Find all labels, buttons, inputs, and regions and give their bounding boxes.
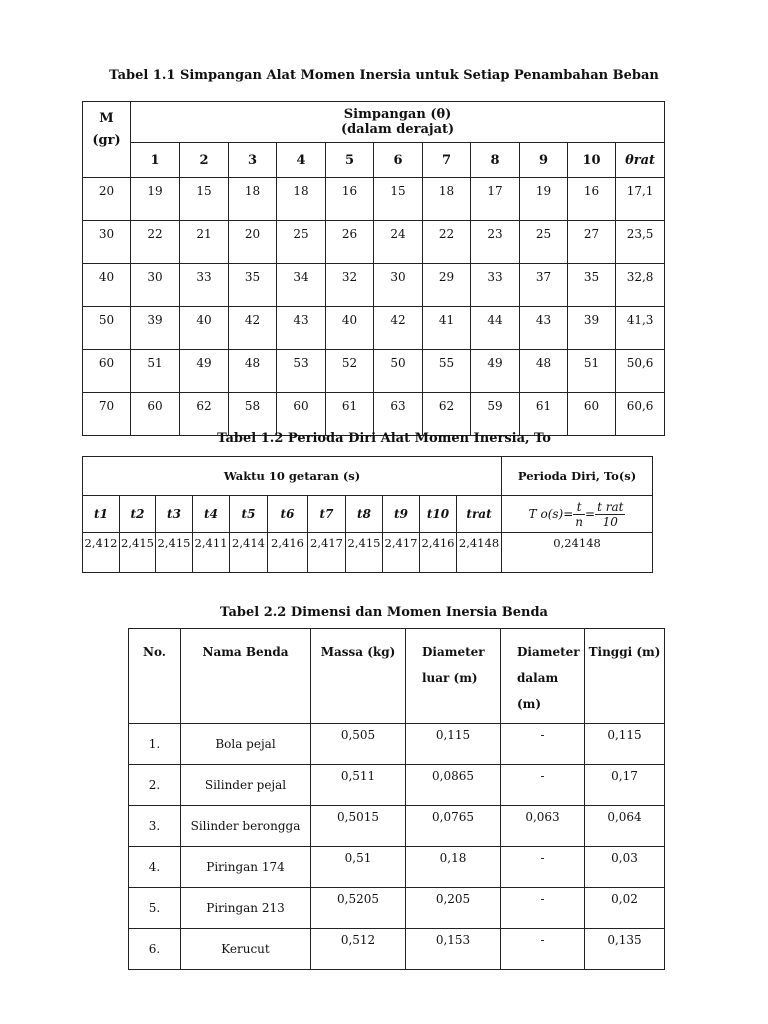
table-cell: 58 — [229, 393, 277, 436]
column-header: t1 — [83, 496, 120, 533]
table-cell: 2,416 — [420, 533, 457, 573]
column-header: t3 — [156, 496, 193, 533]
table-cell: - — [501, 724, 585, 765]
table-cell: 32 — [326, 264, 374, 307]
table-cell: 16 — [326, 178, 374, 221]
simpangan-header: Simpangan (θ) (dalam derajat) — [131, 102, 665, 143]
table-cell: 49 — [471, 350, 520, 393]
table-cell: 59 — [471, 393, 520, 436]
table-cell: 0,063 — [501, 806, 585, 847]
column-header: t2 — [120, 496, 156, 533]
table-cell: Silinder pejal — [181, 765, 311, 806]
table-cell: 17 — [471, 178, 520, 221]
table-cell: 2,415 — [120, 533, 156, 573]
table-row — [129, 929, 665, 970]
column-header: 1 — [131, 143, 180, 178]
table-cell: 0,205 — [406, 888, 501, 929]
table-simpangan — [82, 101, 665, 436]
table-cell: 53 — [277, 350, 326, 393]
table-row — [129, 847, 665, 888]
table-cell: 30 — [83, 221, 131, 264]
table-row — [83, 178, 665, 221]
table-cell: 0,064 — [585, 806, 665, 847]
table-cell: 37 — [520, 264, 568, 307]
table-cell: 25 — [520, 221, 568, 264]
table-row — [129, 888, 665, 929]
table-cell: 41,3 — [616, 307, 665, 350]
table-cell: - — [501, 847, 585, 888]
table-cell: 50 — [83, 307, 131, 350]
column-header: Nama Benda — [181, 629, 311, 724]
table-cell: 23 — [471, 221, 520, 264]
table-cell: 49 — [180, 350, 229, 393]
table-cell: 1. — [129, 724, 181, 765]
fraction: $\frac{\text{t rat}}{10}$ — [597, 499, 624, 529]
table-cell: 0,02 — [585, 888, 665, 929]
table-cell: 70 — [83, 393, 131, 436]
period-formula — [502, 496, 653, 533]
table-cell: 50 — [374, 350, 423, 393]
table-cell: 48 — [229, 350, 277, 393]
table-cell: Kerucut — [181, 929, 311, 970]
table-cell: 60 — [83, 350, 131, 393]
table-row — [129, 765, 665, 806]
table-cell: 19 — [131, 178, 180, 221]
table-cell: - — [501, 765, 585, 806]
table-cell: 52 — [326, 350, 374, 393]
table-cell: 0,5015 — [311, 806, 406, 847]
column-header: t4 — [193, 496, 230, 533]
column-header: t8 — [346, 496, 383, 533]
table2-caption: Tabel 1.2 Perioda Diri Alat Momen Inersia, To — [217, 431, 551, 446]
table-cell: 60 — [568, 393, 616, 436]
table-row — [83, 221, 665, 264]
column-header: Diameter dalam (m) — [501, 629, 585, 724]
table-cell: 43 — [520, 307, 568, 350]
table-cell: 16 — [568, 178, 616, 221]
table-cell: 0,18 — [406, 847, 501, 888]
table-cell: 2,411 — [193, 533, 230, 573]
table-cell: 2,417 — [308, 533, 346, 573]
table-cell: 41 — [423, 307, 471, 350]
formula-eq: = — [585, 506, 596, 521]
table-cell: 15 — [180, 178, 229, 221]
table-cell: 0,135 — [585, 929, 665, 970]
column-header: 10 — [568, 143, 616, 178]
table-cell: 40 — [326, 307, 374, 350]
table-cell: 18 — [423, 178, 471, 221]
table-cell: 39 — [568, 307, 616, 350]
column-header: 9 — [520, 143, 568, 178]
column-header: 8 — [471, 143, 520, 178]
table-cell: 2. — [129, 765, 181, 806]
table-cell: 0,51 — [311, 847, 406, 888]
table-cell: 30 — [374, 264, 423, 307]
table-cell: Silinder berongga — [181, 806, 311, 847]
table-row — [129, 806, 665, 847]
table-row — [83, 307, 665, 350]
table-cell: 32,8 — [616, 264, 665, 307]
table-cell: 61 — [326, 393, 374, 436]
table-cell: 22 — [131, 221, 180, 264]
table-cell: 44 — [471, 307, 520, 350]
table-cell: 19 — [520, 178, 568, 221]
table-cell: 50,6 — [616, 350, 665, 393]
table-row — [83, 350, 665, 393]
table-cell: 51 — [131, 350, 180, 393]
table-cell: 0,5205 — [311, 888, 406, 929]
table-cell: 29 — [423, 264, 471, 307]
table-cell: 0,153 — [406, 929, 501, 970]
table-cell: 27 — [568, 221, 616, 264]
column-header: 6 — [374, 143, 423, 178]
column-header: t7 — [308, 496, 346, 533]
formula-lhs: T o(s)= — [528, 506, 574, 521]
table-cell: 48 — [520, 350, 568, 393]
table-cell: 2,414 — [230, 533, 268, 573]
column-header: t10 — [420, 496, 457, 533]
column-header: t6 — [268, 496, 308, 533]
table-cell: 42 — [374, 307, 423, 350]
column-header: θrat — [616, 143, 665, 178]
table-cell: 0,0865 — [406, 765, 501, 806]
table-cell: 55 — [423, 350, 471, 393]
table-cell: 0,505 — [311, 724, 406, 765]
table-cell: 23,5 — [616, 221, 665, 264]
column-header: t5 — [230, 496, 268, 533]
table3-caption: Tabel 2.2 Dimensi dan Momen Inersia Benda — [220, 605, 548, 620]
table-row — [129, 724, 665, 765]
column-header: t9 — [383, 496, 420, 533]
table-cell: 0,512 — [311, 929, 406, 970]
table-dimensi — [128, 628, 665, 970]
column-header: 2 — [180, 143, 229, 178]
table-cell: 62 — [423, 393, 471, 436]
table-cell: 2,416 — [268, 533, 308, 573]
table-cell: 2,4148 — [457, 533, 502, 573]
table-cell: 24 — [374, 221, 423, 264]
table-row — [83, 393, 665, 436]
table-cell: 15 — [374, 178, 423, 221]
table-cell: 25 — [277, 221, 326, 264]
table-cell: 21 — [180, 221, 229, 264]
table-cell: 61 — [520, 393, 568, 436]
table-cell: 18 — [229, 178, 277, 221]
table-cell: 0,511 — [311, 765, 406, 806]
table-cell: 35 — [568, 264, 616, 307]
table-cell: 0,115 — [406, 724, 501, 765]
fraction: $\frac{t}{n}$ — [575, 499, 584, 529]
table-cell: 2,412 — [83, 533, 120, 573]
table-cell: 22 — [423, 221, 471, 264]
table-cell: 30 — [131, 264, 180, 307]
table-cell: 42 — [229, 307, 277, 350]
table-cell: 33 — [180, 264, 229, 307]
table-cell: 39 — [131, 307, 180, 350]
table-cell: 0,24148 — [502, 533, 653, 573]
table-cell: 4. — [129, 847, 181, 888]
table-cell: 0,17 — [585, 765, 665, 806]
table-cell: 2,415 — [346, 533, 383, 573]
table-cell: 2,417 — [383, 533, 420, 573]
table-cell: Bola pejal — [181, 724, 311, 765]
column-header: Massa (kg) — [311, 629, 406, 724]
table-cell: 35 — [229, 264, 277, 307]
table-cell: 60,6 — [616, 393, 665, 436]
waktu-header: Waktu 10 getaran (s) — [83, 457, 502, 496]
column-header: 3 — [229, 143, 277, 178]
column-header: 4 — [277, 143, 326, 178]
table-cell: 60 — [131, 393, 180, 436]
table-cell: 2,415 — [156, 533, 193, 573]
table-perioda — [82, 456, 653, 573]
table-cell: 20 — [229, 221, 277, 264]
table-cell: Piringan 174 — [181, 847, 311, 888]
table-cell: 26 — [326, 221, 374, 264]
table-cell: Piringan 213 — [181, 888, 311, 929]
column-header: No. — [129, 629, 181, 724]
table-cell: 20 — [83, 178, 131, 221]
column-header: 7 — [423, 143, 471, 178]
table-cell: 34 — [277, 264, 326, 307]
table-cell: 62 — [180, 393, 229, 436]
column-header: trat — [457, 496, 502, 533]
perioda-header: Perioda Diri, To(s) — [502, 457, 653, 496]
table-cell: 18 — [277, 178, 326, 221]
table-cell: - — [501, 929, 585, 970]
table1-caption: Tabel 1.1 Simpangan Alat Momen Inersia untuk Setiap Penambahan Beban — [109, 68, 659, 83]
column-header: Diameter luar (m) — [406, 629, 501, 724]
table-cell: 0,0765 — [406, 806, 501, 847]
column-header: Tinggi (m) — [585, 629, 665, 724]
table-cell: 17,1 — [616, 178, 665, 221]
table-row — [83, 264, 665, 307]
mass-header: M (gr) — [83, 102, 131, 178]
table-cell: 43 — [277, 307, 326, 350]
table-cell: 63 — [374, 393, 423, 436]
table-cell: - — [501, 888, 585, 929]
table-cell: 40 — [83, 264, 131, 307]
column-header: 5 — [326, 143, 374, 178]
table-cell: 0,03 — [585, 847, 665, 888]
table-cell: 33 — [471, 264, 520, 307]
table-cell: 60 — [277, 393, 326, 436]
table-cell: 5. — [129, 888, 181, 929]
table-cell: 3. — [129, 806, 181, 847]
table-cell: 0,115 — [585, 724, 665, 765]
table-cell: 6. — [129, 929, 181, 970]
table-cell: 51 — [568, 350, 616, 393]
table-cell: 40 — [180, 307, 229, 350]
